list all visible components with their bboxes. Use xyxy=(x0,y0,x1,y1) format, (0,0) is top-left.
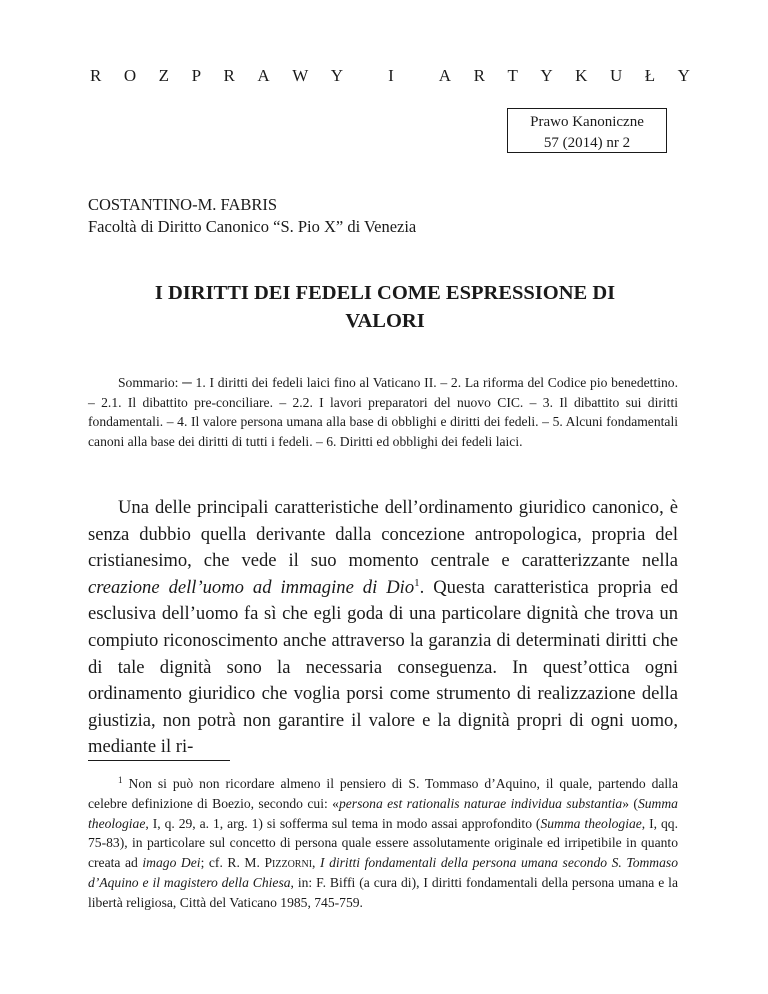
running-head-letter: T xyxy=(507,66,518,85)
author-name: COSTANTINO-M. FABRIS xyxy=(88,195,278,214)
running-head xyxy=(90,66,690,86)
body-text-run: . Questa caratteristica propria ed esclusiva dell’uomo fa sì che egli goda di una particolare dignità che trova un compiuto riconoscimento anche attraverso la garanzia di determinati diritti che di tale dignità sono la necessaria conseguenza. In quest’ottica ogni ordinamento giuridico che voglia porsi come strumento di realizzazione della giustizia, non potrà non garantire il valore e la dignità propri di ogni uomo, mediante il ri- xyxy=(88,576,678,758)
author-block xyxy=(88,194,416,238)
footnote-author-smallcaps: Pizzorni xyxy=(264,855,313,871)
summary-paragraph: Sommario: ─ 1. I diritti dei fedeli laici fino al Vaticano II. – 2. La riforma del Codice pio benedettino. – 2.1. Il dibattito pre-conciliare. – 2.2. I lavori preparatori del nuovo CIC. – 3. Il dibattito sui diritti fondamentali. – 4. Il valore persona umana alla base di obblighi e diritti dei fedeli. – 5. Alcuni fondamentali canoni alla base dei diritti di tutti i fedeli. – 6. Diritti ed obblighi dei fedeli laici. xyxy=(88,375,678,449)
author-affiliation: Facoltà di Diritto Canonico “S. Pio X” di Venezia xyxy=(88,217,417,236)
running-head-letter: Y xyxy=(330,66,344,85)
running-head-letter: Y xyxy=(540,66,553,85)
footnote-text-run: » ( xyxy=(622,795,638,811)
journal-issue: 57 (2014) nr 2 xyxy=(543,135,631,151)
footnote-text-run: , xyxy=(312,855,320,871)
footnote-reference: 1 xyxy=(414,576,420,589)
title-line: VALORI xyxy=(345,310,425,332)
running-head-letter: Y xyxy=(677,66,690,85)
footnote-number: 1 xyxy=(118,775,123,785)
footnote-text-run: , in: F. Biffi (a cura di), I diritti fondamentali della persona umana e la libertà religiosa, Città del Vaticano 1985, 745-759. xyxy=(88,874,678,910)
running-head-letter: U xyxy=(609,66,623,85)
journal-name: Prawo Kanoniczne xyxy=(530,114,644,130)
article-title xyxy=(90,279,680,335)
running-head-letter: A xyxy=(438,66,452,85)
running-head-letter: K xyxy=(575,66,588,85)
body-italic-phrase: creazione dell’uomo ad immagine di Dio xyxy=(88,576,415,598)
running-head-letter: I xyxy=(388,66,394,85)
running-head-letter: W xyxy=(292,66,309,85)
running-head-letter: R xyxy=(90,66,102,85)
footnote xyxy=(88,774,678,913)
running-head-letter: A xyxy=(257,66,270,85)
footnote-text-run: ; cf. R. M. xyxy=(200,855,265,871)
footnote-italic: Summa theologiae xyxy=(540,815,642,831)
running-head-letter: R xyxy=(473,66,485,85)
running-head-letter: P xyxy=(191,66,202,85)
footnote-italic: Summa theologiae xyxy=(88,795,678,831)
footnote-italic: persona est rationalis naturae individua substantia xyxy=(338,795,623,811)
footnote-text-run: , I, qq. 75-83), in particolare sul concetto di persona quale essere assolutamente originale ed irripetibile in quanto creata ad xyxy=(88,815,678,871)
title-line: I DIRITTI DEI FEDELI COME ESPRESSIONE DI xyxy=(154,282,616,304)
journal-info-box xyxy=(507,108,667,153)
body-text-run: Una delle principali caratteristiche dell’ordinamento giuridico canonico, è senza dubbio quella derivante dalla concezione antropologica, propria del cristianesimo, che vede il suo momento centrale e caratterizzante nella xyxy=(88,497,678,572)
running-head-letter: R xyxy=(223,66,235,85)
body-paragraph xyxy=(88,495,678,761)
footnote-italic: imago Dei xyxy=(142,855,201,871)
running-head-letter: O xyxy=(123,66,137,85)
running-head-letter: Ł xyxy=(644,66,656,85)
running-head-letter: Z xyxy=(158,66,170,85)
footnote-divider xyxy=(88,760,230,761)
footnote-text-run: Non si può non ricordare almeno il pensiero di S. Tommaso d’Aquino, il quale, partendo dalla celebre definizione di Boezio, secondo cui: « xyxy=(88,776,678,811)
footnote-italic: I diritti fondamentali della persona umana secondo S. Tommaso d’Aquino e il magistero della Chiesa xyxy=(88,855,679,890)
footnote-text-run: , I, q. 29, a. 1, arg. 1) si sofferma sul tema in modo assai approfondito ( xyxy=(145,815,541,831)
